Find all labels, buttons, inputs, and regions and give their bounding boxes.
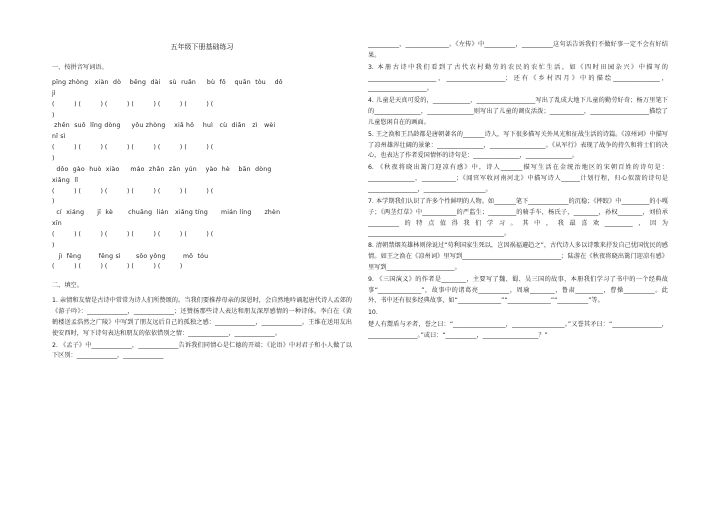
left-column [52, 0, 352, 363]
question-8: 8. 清朝禁烟英雄林则徐说过“苟利国家生死以，岂因祸福避趋之”，古代诗人多以诗歌来抒发自己忧国忧民的感情。如王之涣在《凉州词》里写到________________________________；陆游在《秋夜将晓出篱门迎凉有感》里写到______________________。 [368, 242, 668, 271]
answer-blanks-row-4-wrap: ) [52, 241, 55, 249]
answer-blanks-row-1-wrap: ) [52, 111, 55, 119]
question-10-number: 10. [368, 309, 378, 317]
question-10: 楚人有鬻盾与矛者，誉之曰：“_________________，_________________。”又誉其矛曰：“________________，________________。”或曰：“__________，__________________？” [368, 321, 668, 339]
question-2: 2. 《孟子》中_____________，_____________告诉我们同情心是仁德的开端；《论语》中对君子和小人做了以下区别：_____________，_____________ [52, 341, 352, 360]
answer-blanks-row-2-wrap: ) [52, 155, 55, 162]
worksheet-title: 五年级下册基础练习 [170, 43, 234, 51]
pinyin-row-1-wrap: jì [52, 89, 56, 97]
right-column [368, 40, 668, 343]
pinyin-row-4: cí xiáng jī kè chuāng lián xiǎng tíng mián líng zhèn [52, 209, 281, 217]
answer-blanks-row-4[interactable]: ( ) ( ) ( ) ( ) ( ) ( ) ( [52, 230, 214, 238]
pinyin-row-3: dǒo gào huò xiào máo zhǎn zān yún yào hè bān dòng [52, 165, 272, 173]
answer-blanks-row-2[interactable]: ( ) ( ) ( ) ( ) ( ) ( ) ( [52, 144, 214, 152]
pinyin-row-2: zhěn suǒ lǐng dòng yōu zhòng xiǎ hǒ huì cù diǎn zì wèi [52, 122, 276, 130]
question-7: 7. 本学期我们认识了许多个性鲜明的人物。如_______笔下_____________的沉稳；《摔跤》中_________的小嘎子；《两茎灯草》中___________的严监生；_________的骑手车，杨氏子，________，孙权________，刘伯承__________的特点值得我们学习。其中，我最喜欢_________，因为____________________________________________。 [368, 197, 668, 238]
question-6: 6. 《秋夜将晓出篱门迎凉有感》中，诗人_______描写生活在金统治地区的宋朝百姓的诗句是：_______________，___________；《闻官军收河南河北》中描写诗人______计划行程，归心似箭的诗句是________________，____________________。 [368, 164, 668, 193]
pinyin-row-4-wrap: xīn [52, 220, 62, 228]
pinyin-row-5: jì fěng fēng sì sōo yǒng mǒ tóu [52, 252, 209, 260]
section-fill-heading: 二、填空。 [52, 282, 83, 290]
section-pinyin-heading: 一、按拼音写词语。 [52, 64, 108, 72]
question-1: 1. 亲情和友情是古诗中常常为诗人们所赞颂的。当我们要推荐母亲的深恩时，会自然地吟诵起唐代诗人孟郊的《游子吟》：_____________，_____________；还赞扬那些诗人表达和朋友深厚感情的一种诗体。李白在《黄鹤楼送孟浩然之广陵》中写到了朋友远后自己的孤独之感：_____________，_____________。王维在送用友出使安西时，写下诗句表达和朋友的依依惜别之情：_____________，_____________。 [52, 297, 352, 337]
question-4: 4. 儿童是天真可爱的，____________，___________________写出了乱成大地下儿童的勤劳好奇；杨万里笔下的_______________，_______________则写出了儿童的调皮活泼；___________，___________________描绘了儿童悠闲自在的画面。 [368, 97, 668, 126]
question-3: 3. 本册古诗中我们看到了古代农村勤劳的农民的农忙生活，如《四时田园杂兴》中描写的______________________，___________________；还有《乡村四月》中的描绘_______________，___________________。 [368, 63, 668, 93]
pinyin-row-1: pīng zhòng xiàn dò bēng dài sù ruǎn bù fǒ quān tòu dǒ [52, 79, 283, 87]
question-5: 5. 王之涣和王昌龄都是唐朝著名的_______诗人，写下很多描写关外风光和征战生活的诗篇。《凉州词》中描写了凉州雄浑壮阔的景象：_______________，__________________。《从军行》表现了战争的持久和将士们的决心，也表达了作者爱国情怀的诗句是：_______________，_______________。 [368, 130, 668, 160]
answer-blanks-row-5[interactable]: ( ) ( ) ( ) ( ) ( ) [52, 263, 183, 271]
answer-blanks-row-3[interactable]: ( ) ( ) ( ) ( ) ( ) ( ) ( [52, 187, 214, 195]
answer-blanks-row-1[interactable]: ( ) ( ) ( ) ( ) ( ) ( ) ( [52, 100, 214, 108]
pinyin-row-2-wrap: nǐ sì [52, 133, 66, 141]
pinyin-row-3-wrap: xiǎng lǐ [52, 176, 79, 184]
answer-blanks-row-3-wrap: ) [52, 198, 55, 206]
question-9: 9. 《三国演义》的作者是________，主要写了魏、蜀、吴三国的故事，本册我们学习了书中的一个经典故事“______________”，故事中的诸葛亮__________，周瑜________，鲁肃_________，曹操__________。此外，书中还有很多经典故事，如“______________”“______________”“__________”等。 [368, 275, 668, 305]
question-2-continued: __________，______________。《左传》中__________，__________这句话告诉我们不做好事一定不会有好结果。 [368, 41, 668, 59]
